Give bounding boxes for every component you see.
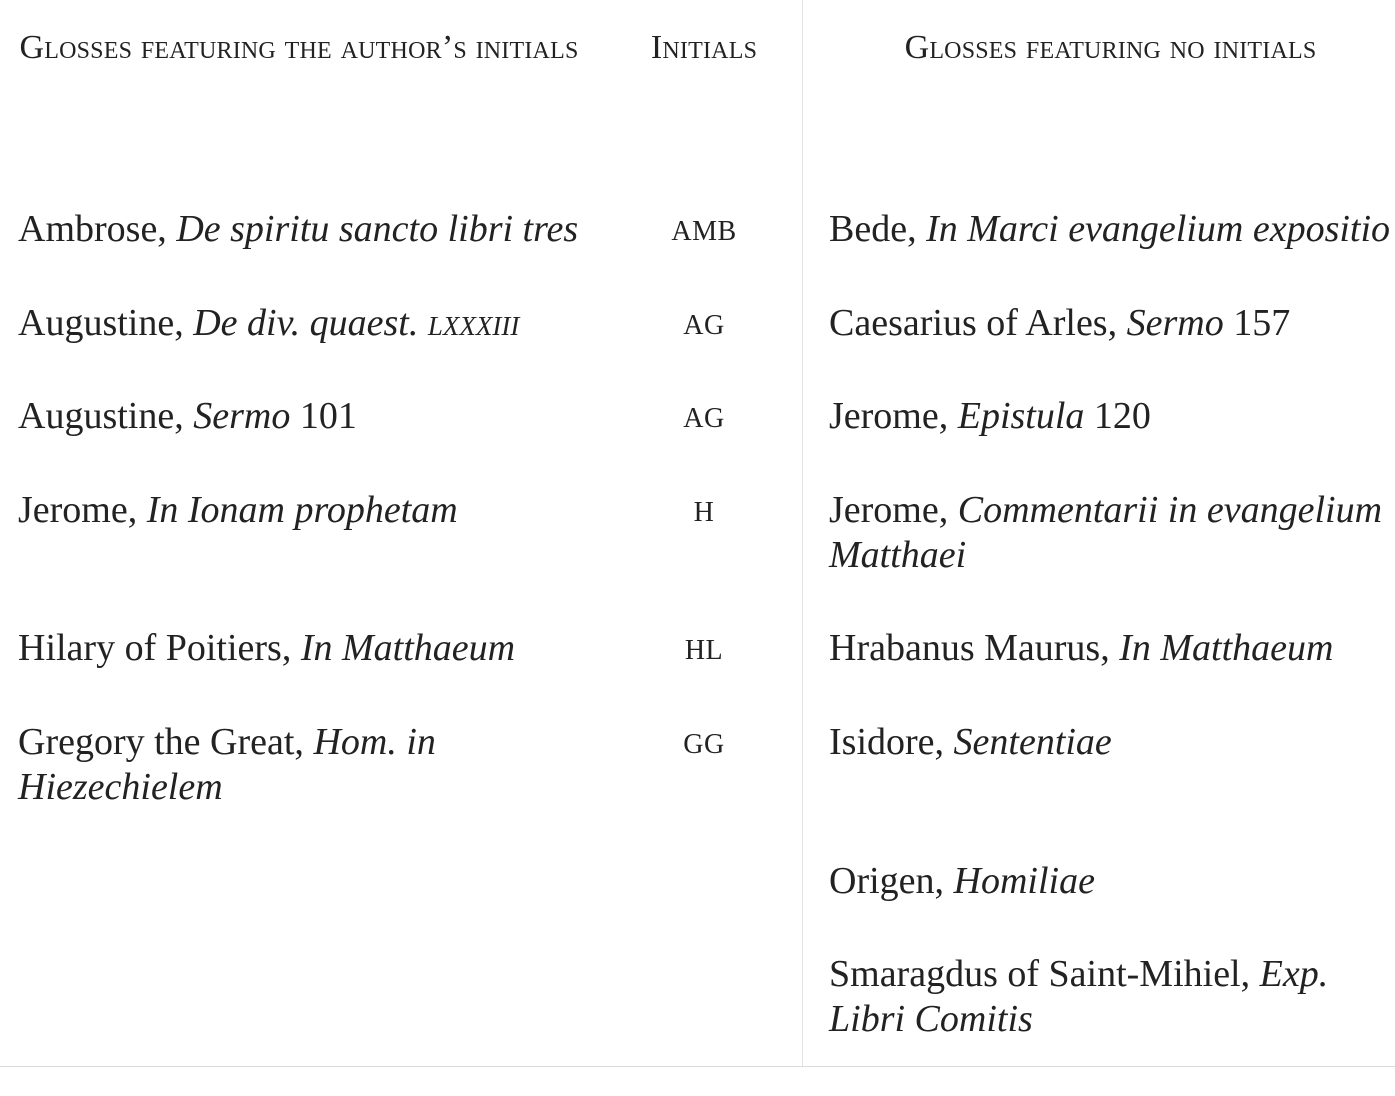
entry-title: In Matthaeum	[300, 627, 516, 669]
gloss-with-initials-entry	[18, 301, 593, 346]
entry-author: Bede,	[829, 208, 927, 250]
entry-title: Sermo	[1126, 302, 1224, 344]
gloss-no-initials-entry	[829, 720, 1395, 765]
entry-author: Gregory the Great,	[18, 721, 314, 763]
initials-value: AG	[683, 403, 725, 434]
gloss-with-initials-entry	[18, 488, 593, 533]
entry-author: Smaragdus of Saint-Mihiel,	[829, 953, 1260, 995]
header-initials: Initials	[650, 29, 758, 66]
gloss-no-initials-entry	[829, 952, 1349, 1042]
entry-author: Hilary of Poitiers,	[18, 627, 301, 669]
gloss-with-initials-entry	[18, 720, 458, 810]
gloss-no-initials-entry	[829, 859, 1395, 904]
entry-title: Sententiae	[953, 721, 1112, 763]
entry-title: In Marci evangelium expositio	[926, 208, 1391, 250]
gloss-no-initials-entry	[829, 301, 1395, 346]
entry-title: Sermo	[193, 395, 291, 437]
entry-title: In Matthaeum	[1119, 627, 1334, 669]
entry-title: Commentarii in evangelium Matthaei	[829, 489, 1383, 576]
entry-number: 101	[290, 395, 357, 437]
entry-author: Origen,	[829, 860, 954, 902]
gloss-no-initials-entry	[829, 626, 1395, 671]
entry-title-numeral: lxxxiii	[427, 302, 520, 344]
entry-author: Augustine,	[18, 302, 194, 344]
entry-author: Hrabanus Maurus,	[829, 627, 1120, 669]
entry-author: Jerome,	[18, 489, 147, 531]
entry-author: Augustine,	[18, 395, 194, 437]
entry-title: Hom. in Hiezechielem	[18, 721, 436, 808]
entry-title: Exp. Libri Comitis	[829, 953, 1329, 1040]
entry-author: Isidore,	[829, 721, 954, 763]
header-no-initials: Glosses featuring no initials	[904, 29, 1317, 66]
gloss-with-initials-entry	[18, 207, 593, 252]
initials-value: GG	[683, 729, 725, 760]
gloss-with-initials-entry	[18, 626, 593, 671]
column-divider	[802, 0, 803, 1066]
entry-author: Jerome,	[829, 489, 958, 531]
initials-value: HL	[684, 635, 724, 666]
entry-title: De spiritu sancto libri tres	[176, 208, 579, 250]
entry-title: De div. quaest.	[193, 302, 428, 344]
entry-title: Epistula	[957, 395, 1085, 437]
entry-author: Caesarius of Arles,	[829, 302, 1127, 344]
gloss-no-initials-entry	[829, 207, 1395, 252]
entry-title: In Ionam prophetam	[146, 489, 458, 531]
entry-author: Jerome,	[829, 395, 958, 437]
initials-value: AG	[683, 310, 725, 341]
entry-number: 157	[1223, 302, 1291, 344]
gloss-with-initials-entry	[18, 394, 593, 439]
entry-number: 120	[1084, 395, 1151, 437]
gloss-no-initials-entry	[829, 394, 1395, 439]
initials-value: AMB	[671, 216, 737, 247]
entry-author: Ambrose,	[18, 208, 177, 250]
header-with-initials: Glosses featuring the author’s initials	[19, 29, 579, 66]
entry-title: Homiliae	[953, 860, 1095, 902]
gloss-no-initials-entry	[829, 488, 1395, 578]
initials-value: H	[693, 497, 715, 528]
